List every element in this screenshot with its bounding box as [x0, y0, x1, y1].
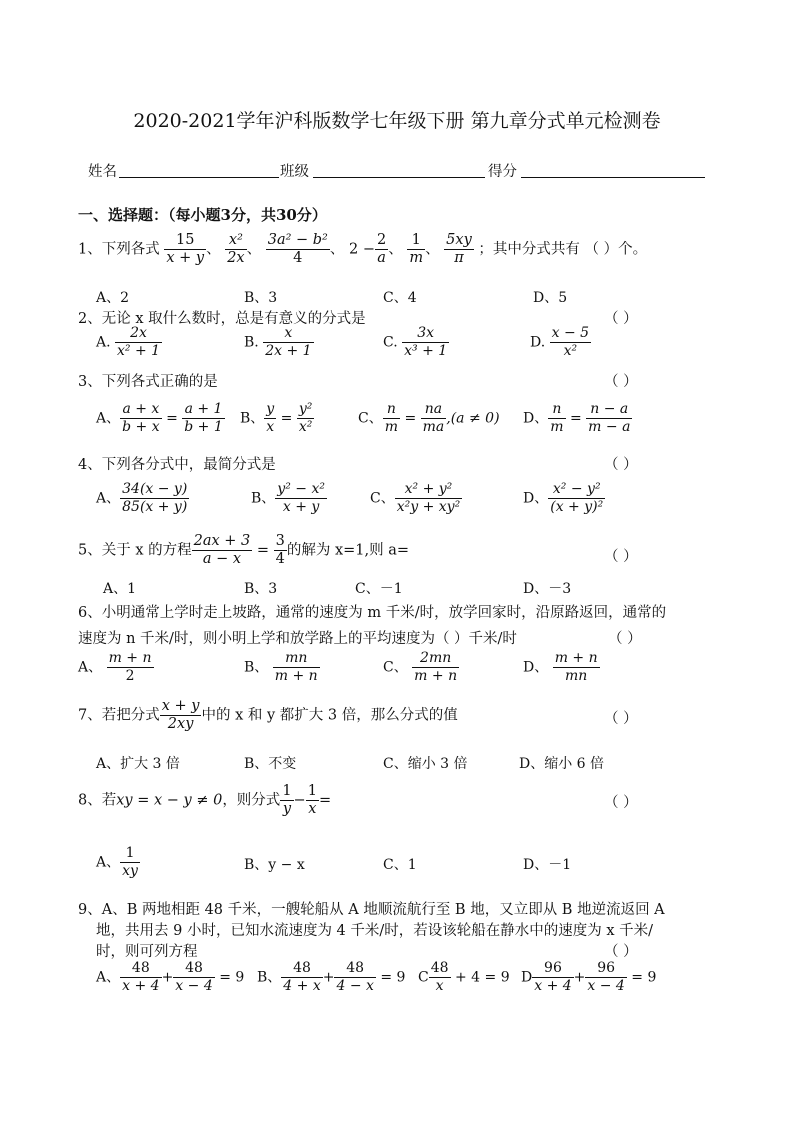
question-5: 5、关于 x 的方程 $\frac{2ax + 3}{a - x}$ = $\frac{3}{4}$ 的解为 x=1,则 a=	[78, 533, 410, 567]
q3-option-c[interactable]: C、 $\frac{n}{m}$ = $\frac{na}{ma}$ ,(a ≠ 0)	[358, 401, 500, 435]
q6-option-b[interactable]: B、 $\frac{mn}{m + n}$	[244, 650, 318, 684]
question-6-line-2: 速度为 n 千米/时，则小明上学和放学路上的平均速度为（ ）千米/时	[78, 631, 517, 647]
score-label: 得分	[488, 164, 517, 180]
question-9-line-3: 时，则可列方程	[96, 944, 198, 960]
q9-option-a[interactable]: A、 $\frac{48}{x + 4}$ + $\frac{48}{x - 4}$ = 9	[96, 960, 245, 994]
q1-fraction-6: $\frac{5xy}{\pi}$	[446, 232, 472, 266]
q3-option-d[interactable]: D、 $\frac{n}{m}$ = $\frac{n - a}{m - a}$	[523, 401, 631, 435]
question-3: 3、下列各式正确的是	[78, 374, 218, 390]
q9-option-c[interactable]: C $\frac{48}{x}$ + 4 = 9	[418, 960, 510, 994]
section-heading: 一、选择题：（每小题3分，共30分）	[78, 206, 327, 224]
name-blank[interactable]	[119, 177, 279, 178]
q5-option-d[interactable]: D、－3	[523, 581, 572, 597]
q6-option-d[interactable]: D、 $\frac{m + n}{mn}$	[523, 650, 598, 684]
q7-option-a[interactable]: A、扩大 3 倍	[96, 756, 180, 772]
q1-option-c[interactable]: C、4	[383, 290, 417, 306]
q3-option-a[interactable]: A、 $\frac{a + x}{b + x}$ = $\frac{a + 1}{b + 1}$	[96, 401, 223, 435]
q7-option-b[interactable]: B、不变	[244, 756, 297, 772]
q4-answer-paren[interactable]: （ ）	[604, 457, 638, 473]
q1-fraction-4: $\frac{2}{a}$	[376, 232, 387, 266]
class-label: 班级	[280, 164, 309, 180]
q4-option-a[interactable]: A、 $\frac{34(x - y)}{85(x + y)}$	[96, 481, 188, 515]
q7-option-c[interactable]: C、缩小 3 倍	[383, 756, 468, 772]
q8-option-d[interactable]: D、－1	[523, 857, 572, 873]
q6-option-a[interactable]: A、 $\frac{m + n}{2}$	[78, 650, 152, 684]
q4-option-c[interactable]: C、 $\frac{\text{x² + y²}}{\text{x²y + xy²}}$	[370, 481, 461, 515]
q1-prefix: 1、下列各式	[78, 241, 160, 258]
q1-option-d[interactable]: D、5	[533, 290, 568, 306]
q4-option-d[interactable]: D、 $\frac{\text{x² − y²}}{\text{(x + y)²}}$	[523, 481, 604, 515]
q4-option-b[interactable]: B、 $\frac{\text{y² − x²}}{x + y}$	[251, 481, 325, 515]
q1-fraction-5: $\frac{1}{m}$	[409, 232, 424, 266]
question-1: 1、下列各式 $\frac{15}{x + y}$ 、 $\frac{\text{x²}}{2x}$ 、 $\frac{\text{3a² − b²}}{4}$ 、 2 − $\frac{2}{a}$ 、 $\frac{1}{m}$ 、 $\frac{5xy}{\pi}$ ；其中分式共有 （ ）个。	[78, 232, 648, 266]
q2-answer-paren[interactable]: （ ）	[604, 311, 638, 327]
q9-option-b[interactable]: B、 $\frac{48}{4 + x}$ + $\frac{48}{4 - x}$ = 9	[257, 960, 406, 994]
question-9-line-2: 地，共用去 9 小时，已知水流速度为 4 千米/时，若设该轮船在静水中的速度为 x 千米/	[96, 923, 654, 939]
q8-option-a[interactable]: A、 $\frac{1}{xy}$	[96, 845, 138, 879]
q2-option-c[interactable]: C. $\frac{3x}{\text{x³ + 1}}$	[383, 325, 448, 359]
question-7: 7、若把分式 $\frac{x + y}{2xy}$ 中的 x 和 y 都扩大 3 倍，那么分式的值	[78, 698, 458, 732]
q5-answer-paren[interactable]: （ ）	[604, 549, 638, 565]
question-8: 8、若xy = x − y ≠ 0，则分式 $\frac{1}{y}$ − $\frac{1}{x}$ =	[78, 783, 332, 817]
q2-option-b[interactable]: B. $\frac{x}{2x + 1}$	[244, 325, 312, 359]
q6-option-c[interactable]: C、 $\frac{2mn}{m + n}$	[383, 650, 458, 684]
q1-fraction-1: $\frac{15}{x + y}$	[166, 232, 205, 266]
q8-answer-paren[interactable]: （ ）	[604, 795, 638, 811]
page-title: 2020-2021学年沪科版数学七年级下册 第九章分式单元检测卷	[133, 110, 661, 132]
q1-fraction-3: $\frac{\text{3a² − b²}}{4}$	[267, 232, 328, 266]
q3-answer-paren[interactable]: （ ）	[604, 374, 638, 390]
q9-answer-paren[interactable]: （ ）	[604, 944, 638, 960]
q1-option-a[interactable]: A、2	[96, 290, 130, 306]
question-6-line-1: 6、小明通常上学时走上坡路，通常的速度为 m 千米/时，放学回家时，沿原路返回，通常的	[78, 605, 667, 621]
q6-answer-paren[interactable]: （ ）	[608, 631, 642, 647]
q1-suffix: ；其中分式共有 （ ）个。	[478, 241, 648, 258]
q7-answer-paren[interactable]: （ ）	[604, 711, 638, 727]
q1-fraction-4-prefix: 2 −	[348, 241, 375, 258]
q8-option-c[interactable]: C、1	[383, 857, 417, 873]
q5-option-a[interactable]: A、1	[103, 581, 137, 597]
q1-option-b[interactable]: B、3	[244, 290, 278, 306]
class-blank[interactable]	[313, 177, 485, 178]
question-2: 2、无论 x 取什么数时，总是有意义的分式是	[78, 311, 366, 327]
q1-fraction-2: $\frac{\text{x²}}{2x}$	[227, 232, 245, 266]
q5-option-c[interactable]: C、－1	[355, 581, 403, 597]
q2-option-d[interactable]: D. $\frac{x - 5}{\text{x²}}$	[530, 325, 590, 359]
q5-option-b[interactable]: B、3	[244, 581, 278, 597]
q2-option-a[interactable]: A. $\frac{2x}{\text{x² + 1}}$	[96, 325, 161, 359]
q8-option-b[interactable]: B、y − x	[244, 857, 305, 873]
q9-option-d[interactable]: D $\frac{96}{x + 4}$ + $\frac{96}{x - 4}$ = 9	[521, 960, 657, 994]
question-4: 4、下列各分式中，最简分式是	[78, 457, 276, 473]
q7-option-d[interactable]: D、缩小 6 倍	[519, 756, 605, 772]
name-label: 姓名	[88, 164, 117, 180]
question-9-line-1: 9、A、B 两地相距 48 千米，一艘轮船从 A 地顺流航行至 B 地，又立即从 B 地逆流返回 A	[78, 902, 665, 918]
score-blank[interactable]	[521, 177, 705, 178]
q3-option-b[interactable]: B、 $\frac{y}{x}$ = $\frac{\text{y²}}{\text{x²}}$	[240, 401, 313, 435]
